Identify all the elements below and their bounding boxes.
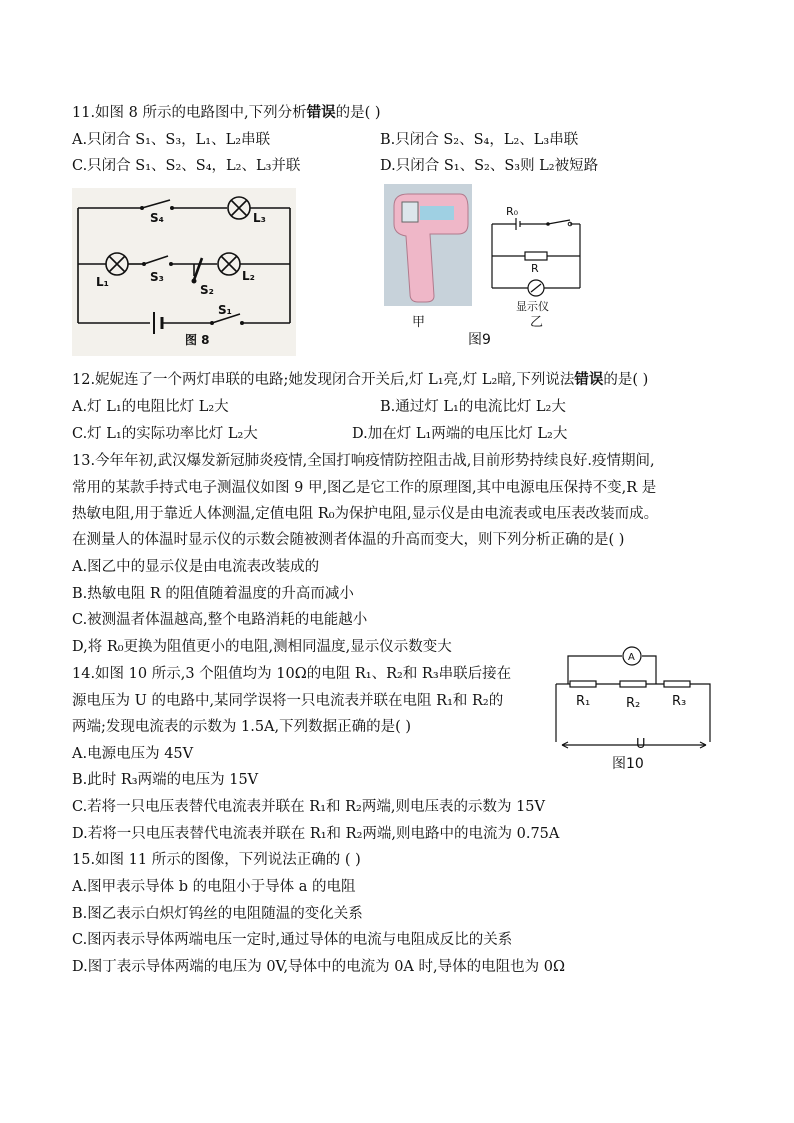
q14-stem-line-1: 14.如图 10 所示,3 个阻值均为 10Ω的电阻 R₁、R₂和 R₃串联后接在 (72, 666, 512, 682)
fig10-u-label: U (636, 737, 646, 752)
figure-9 (380, 184, 590, 352)
fig8-s4-label: S₄ (150, 211, 164, 225)
q15-stem: 15.如图 11 所示的图像，下列说法正确的 ( ) (72, 852, 361, 868)
q13-option-a: A.图乙中的显示仪是由电流表改装成的 (72, 559, 320, 575)
figure-8 (72, 188, 296, 360)
figure-10 (552, 644, 724, 778)
q12-option-a: A.灯 L₁的电阻比灯 L₂大 (72, 399, 229, 415)
q15-option-b: B.图乙表示白炽灯钨丝的电阻随温的变化关系 (72, 906, 363, 922)
fig10-r2-label: R₂ (626, 696, 641, 711)
q12-option-d: D.加在灯 L₁两端的电压比灯 L₂大 (352, 426, 568, 442)
fig8-s2-label: S₂ (200, 283, 214, 297)
q15-option-a: A.图甲表示导体 b 的电阻小于导体 a 的电阻 (72, 879, 356, 895)
q13-stem-line-4: 在测量人的体温时显示仪的示数会随被测者体温的升高而变大，则下列分析正确的是( ) (72, 532, 625, 548)
q13-option-c: C.被测温者体温越高,整个电路消耗的电能越小 (72, 612, 368, 628)
q13-stem-line-3: 热敏电阻,用于靠近人体测温,定值电阻 R₀为保护电阻,显示仪是由电流表或电压表改装而成。 (72, 506, 659, 522)
fig8-s1-label: S₁ (218, 303, 232, 317)
q15-option-d: D.图丁表示导体两端的电压为 0V,导体中的电流为 0A 时,导体的电阻也为 0Ω (72, 959, 565, 975)
fig8-caption: 图 8 (185, 333, 210, 347)
q14-option-c: C.若将一只电压表替代电流表并联在 R₁和 R₂两端,则电压表的示数为 15V (72, 799, 546, 815)
q14-option-b: B.此时 R₃两端的电压为 15V (72, 772, 259, 788)
q12-option-b: B.通过灯 L₁的电流比灯 L₂大 (380, 399, 566, 415)
fig9-display-label: 显示仪 (516, 300, 549, 313)
q14-stem-line-2: 源电压为 U 的电路中,某同学误将一只电流表并联在电阻 R₁和 R₂的 (72, 693, 504, 709)
fig10-caption: 图10 (612, 756, 644, 772)
fig9-r0-label: R₀ (506, 205, 519, 218)
q12-option-c: C.灯 L₁的实际功率比灯 L₂大 (72, 426, 258, 442)
fig8-s3-label: S₃ (150, 270, 164, 284)
fig9-r-label: R (531, 262, 539, 275)
fig9-yi-label: 乙 (530, 315, 544, 330)
fig9-caption: 图9 (468, 332, 491, 348)
fig8-l3-label: L₃ (253, 211, 266, 225)
q14-stem-line-3: 两端;发现电流表的示数为 1.5A,下列数据正确的是( ) (72, 719, 412, 735)
q13-stem-line-2: 常用的某款手持式电子测温仪如图 9 甲,图乙是它工作的原理图,其中电源电压保持不变,R 是 (72, 480, 657, 496)
q11-option-a: A.只闭合 S₁、S₃，L₁、L₂串联 (72, 132, 271, 148)
fig8-l1-label: L₁ (96, 275, 109, 289)
q13-option-d: D,将 R₀更换为阻值更小的电阻,测相同温度,显示仪示数变大 (72, 639, 452, 655)
fig10-r3-label: R₃ (672, 694, 687, 709)
q11-stem: 11.如图 8 所示的电路图中,下列分析错误的是( ) (72, 105, 381, 121)
q12-stem: 12.妮妮连了一个两灯串联的电路;她发现闭合开关后,灯 L₁亮,灯 L₂暗,下列说法错误的是( ) (72, 372, 649, 388)
fig10-ammeter-label: A (628, 652, 635, 663)
q11-option-b: B.只闭合 S₂、S₄，L₂、L₃串联 (380, 132, 579, 148)
q13-option-b: B.热敏电阻 R 的阻值随着温度的升高而减小 (72, 586, 354, 602)
fig8-l2-label: L₂ (242, 269, 255, 283)
q11-option-c: C.只闭合 S₁、S₂、S₄，L₂、L₃并联 (72, 158, 301, 174)
q14-option-a: A.电源电压为 45V (72, 746, 194, 762)
q14-option-d: D.若将一只电压表替代电流表并联在 R₁和 R₂两端,则电路中的电流为 0.75A (72, 826, 560, 842)
q15-option-c: C.图丙表示导体两端电压一定时,通过导体的电流与电阻成反比的关系 (72, 932, 513, 948)
q13-stem-line-1: 13.今年年初,武汉爆发新冠肺炎疫情,全国打响疫情防控阻击战,目前形势持续良好.疫情期间, (72, 453, 655, 469)
q11-option-d: D.只闭合 S₁、S₂、S₃则 L₂被短路 (380, 158, 599, 174)
fig10-r1-label: R₁ (576, 694, 591, 709)
fig9-jia-label: 甲 (412, 315, 426, 330)
